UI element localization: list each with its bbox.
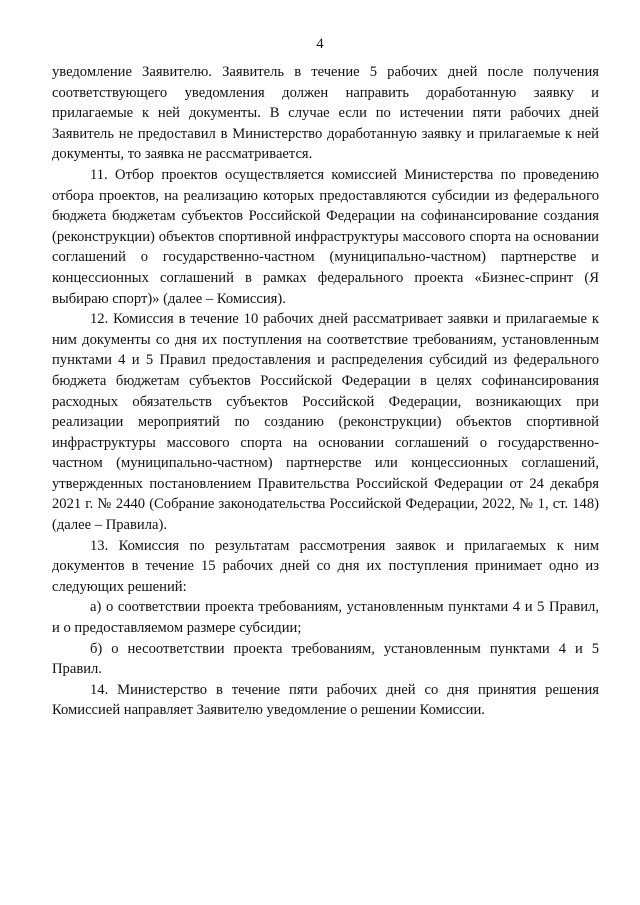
paragraph-continuation: уведомление Заявителю. Заявитель в течение 5 рабочих дней после получения соответствующего уведомления должен направить доработанную заявку и прилагаемые к ней документы. В случае если по истечении пяти рабочих дней Заявитель не предоставил в Министерство доработанную заявку и прилагаемые к ней документы, то заявка не рассматривается. [52,64,599,163]
paragraph-13: 13. Комиссия по результатам рассмотрения заявок и прилагаемых к ним документов в течение 15 рабочих дней со дня их поступления принимает одно из следующих решений: [52,537,599,595]
paragraph-13-item-b: б) о несоответствии проекта требованиям, установленным пунктами 4 и 5 Правил. [52,640,599,678]
paragraph-12: 12. Комиссия в течение 10 рабочих дней рассматривает заявки и прилагаемые к ним документы со дня их поступления на соответствие требованиям, установленным пунктами 4 и 5 Правил предоставления и распределения субсидий из федерального бюджета бюджетам субъектов Российской Федерации в целях софинансирования расходных обязательств субъектов Российской Федерации, возникающих при реализации мероприятий по созданию (реконструкции) объектов спортивной инфраструктуры массового спорта на основании соглашений о государственно-частном (муниципально-частном) партнерстве или концессионных соглашений, утвержденных постановлением Правительства Российской Федерации от 24 декабря 2021 г. № 2440 (Собрание законодательства Российской Федерации, 2022, № 1, ст. 148) (далее – Правила). [52,311,599,534]
document-body [52,62,599,721]
page-number: 4 [316,36,324,52]
paragraph-14: 14. Министерство в течение пяти рабочих дней со дня принятия решения Комиссией направляет Заявителю уведомление о решении Комиссии. [52,681,599,719]
paragraph-13-item-a: а) о соответствии проекта требованиям, установленным пунктами 4 и 5 Правил, и о предоставляемом размере субсидии; [52,599,599,637]
paragraph-11: 11. Отбор проектов осуществляется комиссией Министерства по проведению отбора проектов, на реализацию которых предоставляются субсидии из федерального бюджета бюджетам субъектов Российской Федерации на софинансирование создания (реконструкции) объектов спортивной инфраструктуры массового спорта на основании соглашений о государственно-частном (муниципально-частном) партнерстве и концессионных соглашений в рамках федерального проекта «Бизнес-спринт (Я выбираю спорт)» (далее – Комиссия). [52,166,599,307]
